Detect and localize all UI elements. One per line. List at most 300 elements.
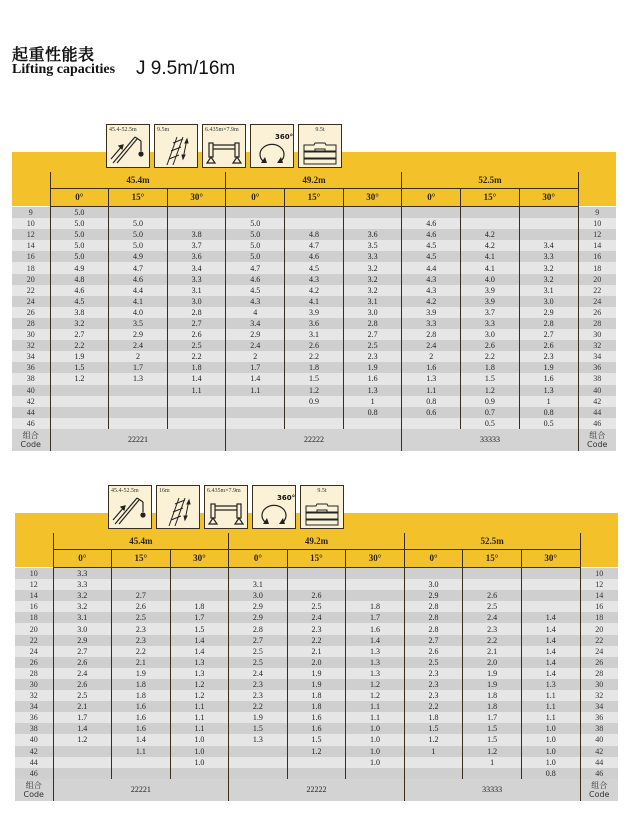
capacity-cell: 4.2 bbox=[285, 285, 344, 296]
capacity-cell: 1.8 bbox=[346, 601, 405, 612]
radius-label: 30 bbox=[580, 679, 618, 690]
boom-angle-header: 15° bbox=[109, 189, 168, 207]
capacity-cell: 3.6 bbox=[167, 251, 226, 262]
capacity-cell: 3.9 bbox=[402, 307, 461, 318]
radius-label: 38 bbox=[578, 373, 616, 384]
capacity-cell: 5.0 bbox=[50, 218, 109, 229]
capacity-cell: 5.0 bbox=[50, 229, 109, 240]
capacity-cell: 2.7 bbox=[53, 646, 112, 657]
radius-label: 28 bbox=[578, 318, 616, 329]
radius-label: 12 bbox=[580, 579, 618, 590]
capacity-cell: 2.3 bbox=[229, 690, 288, 701]
capacity-cell: 1.0 bbox=[170, 734, 229, 745]
capacity-cell: 2.9 bbox=[229, 612, 288, 623]
capacity-cell: 3.2 bbox=[519, 274, 578, 285]
capacity-cell bbox=[170, 568, 229, 580]
capacity-cell: 4.5 bbox=[50, 296, 109, 307]
capacity-cell bbox=[226, 418, 285, 429]
capacity-cell: 1.2 bbox=[170, 679, 229, 690]
boom-angle-header: 0° bbox=[50, 189, 109, 207]
capacity-cell: 3.3 bbox=[519, 251, 578, 262]
capacity-cell bbox=[343, 207, 402, 219]
capacity-cell: 1.0 bbox=[346, 746, 405, 757]
boom-angle-header: 0° bbox=[226, 189, 285, 207]
radius-label: 10 bbox=[12, 218, 50, 229]
capacity-cell bbox=[343, 418, 402, 429]
radius-label: 38 bbox=[12, 373, 50, 384]
table-row bbox=[12, 396, 616, 407]
capacity-cell: 4.5 bbox=[285, 262, 344, 273]
radius-label: 24 bbox=[15, 646, 53, 657]
boom-length-header: 49.2m bbox=[229, 533, 405, 550]
capacity-cell: 2 bbox=[109, 351, 168, 362]
capacity-cell: 1.8 bbox=[287, 701, 346, 712]
capacity-cell: 1.9 bbox=[112, 668, 171, 679]
capacity-cell: 5.0 bbox=[109, 240, 168, 251]
capacity-cell: 1.4 bbox=[53, 723, 112, 734]
capacity-cell: 4.7 bbox=[226, 262, 285, 273]
capacity-cell: 1.9 bbox=[287, 679, 346, 690]
radius-label: 38 bbox=[580, 723, 618, 734]
capacity-cell: 4.3 bbox=[226, 296, 285, 307]
table-row bbox=[12, 240, 616, 251]
table-row bbox=[12, 340, 616, 351]
capacity-cell: 1.3 bbox=[346, 657, 405, 668]
radius-label: 12 bbox=[15, 579, 53, 590]
capacity-cell: 1.0 bbox=[170, 746, 229, 757]
capacity-cell bbox=[287, 768, 346, 779]
capacity-cell: 1.1 bbox=[346, 712, 405, 723]
lifting-capacity-table bbox=[12, 172, 616, 451]
capacity-cell bbox=[346, 590, 405, 601]
capacity-cell: 2.9 bbox=[404, 590, 463, 601]
capacity-cell: 0.8 bbox=[343, 407, 402, 418]
capacity-cell: 2.8 bbox=[343, 318, 402, 329]
capacity-cell: 4.1 bbox=[109, 296, 168, 307]
capacity-cell: 1.5 bbox=[229, 723, 288, 734]
capacity-cell: 2.4 bbox=[53, 668, 112, 679]
capacity-cell: 2.4 bbox=[287, 612, 346, 623]
capacity-cell bbox=[53, 746, 112, 757]
capacity-cell: 4.7 bbox=[109, 262, 168, 273]
boom-length-header: 52.5m bbox=[404, 533, 580, 550]
capacity-cell: 3.9 bbox=[461, 285, 520, 296]
table-row bbox=[15, 757, 618, 768]
capacity-cell: 2.3 bbox=[112, 635, 171, 646]
capacity-cell: 1.3 bbox=[170, 657, 229, 668]
capacity-cell: 1.4 bbox=[346, 635, 405, 646]
capacity-cell: 1.4 bbox=[521, 657, 580, 668]
radius-label: 9 bbox=[578, 207, 616, 219]
capacity-cell bbox=[170, 590, 229, 601]
table-row bbox=[15, 612, 618, 623]
capacity-cell: 1.4 bbox=[226, 373, 285, 384]
capacity-cell: 2.1 bbox=[463, 646, 522, 657]
capacity-cell bbox=[167, 207, 226, 219]
capacity-cell: 2.3 bbox=[343, 351, 402, 362]
capacity-cell bbox=[463, 579, 522, 590]
capacity-cell: 4.5 bbox=[226, 285, 285, 296]
radius-label: 42 bbox=[15, 746, 53, 757]
capacity-cell: 1 bbox=[404, 746, 463, 757]
capacity-cell: 4.9 bbox=[109, 251, 168, 262]
boom-angle-header: 30° bbox=[519, 189, 578, 207]
capacity-cell: 1.5 bbox=[404, 723, 463, 734]
radius-label: 14 bbox=[578, 240, 616, 251]
capacity-cell: 1 bbox=[519, 396, 578, 407]
table-row bbox=[12, 351, 616, 362]
capacity-cell: 3.1 bbox=[53, 612, 112, 623]
radius-label: 26 bbox=[580, 657, 618, 668]
capacity-cell bbox=[53, 768, 112, 779]
capacity-cell: 2.6 bbox=[461, 340, 520, 351]
capacity-cell: 1.7 bbox=[346, 612, 405, 623]
capacity-cell: 2.3 bbox=[229, 679, 288, 690]
radius-label: 32 bbox=[580, 690, 618, 701]
capacity-cell: 3.3 bbox=[53, 568, 112, 580]
capacity-cell: 2.9 bbox=[519, 307, 578, 318]
capacity-cell: 0.8 bbox=[402, 396, 461, 407]
table-row bbox=[15, 768, 618, 779]
counterweight-icon bbox=[300, 485, 344, 529]
radius-label: 20 bbox=[15, 623, 53, 634]
table-row bbox=[12, 318, 616, 329]
boom-angle-header: 15° bbox=[463, 550, 522, 568]
radius-label: 36 bbox=[15, 712, 53, 723]
capacity-cell: 1.2 bbox=[285, 385, 344, 396]
capacity-cell bbox=[167, 396, 226, 407]
capacity-cell: 4.1 bbox=[461, 251, 520, 262]
capacity-cell: 4.0 bbox=[109, 307, 168, 318]
capacity-cell: 5.0 bbox=[50, 240, 109, 251]
radius-label: 42 bbox=[580, 746, 618, 757]
capacity-cell: 3.9 bbox=[285, 307, 344, 318]
table-row bbox=[15, 657, 618, 668]
svg-text:360°: 360° bbox=[277, 494, 295, 502]
boom-length-header: 52.5m bbox=[402, 172, 578, 189]
table-row bbox=[15, 690, 618, 701]
radius-label: 38 bbox=[15, 723, 53, 734]
capacity-cell: 1.3 bbox=[109, 373, 168, 384]
capacity-cell: 1.1 bbox=[521, 712, 580, 723]
capacity-cell: 2.3 bbox=[287, 623, 346, 634]
radius-label: 40 bbox=[578, 385, 616, 396]
capacity-cell: 1.3 bbox=[519, 385, 578, 396]
capacity-cell: 1.2 bbox=[287, 746, 346, 757]
capacity-cell: 2.5 bbox=[229, 646, 288, 657]
capacity-cell: 3.4 bbox=[519, 240, 578, 251]
capacity-cell: 3.2 bbox=[343, 274, 402, 285]
table-row bbox=[12, 418, 616, 429]
capacity-cell: 4.0 bbox=[461, 274, 520, 285]
table-row bbox=[12, 251, 616, 262]
capacity-cell bbox=[404, 768, 463, 779]
capacity-cell: 2.2 bbox=[229, 701, 288, 712]
capacity-cell: 2.5 bbox=[167, 340, 226, 351]
capacity-cell bbox=[109, 207, 168, 219]
capacity-cell bbox=[461, 218, 520, 229]
table-row bbox=[15, 568, 618, 580]
icon-label: 9.5t bbox=[315, 127, 325, 133]
capacity-cell: 1.1 bbox=[521, 690, 580, 701]
capacity-cell: 4.3 bbox=[285, 274, 344, 285]
radius-label: 10 bbox=[15, 568, 53, 580]
capacity-cell: 2.8 bbox=[402, 329, 461, 340]
radius-label: 40 bbox=[15, 734, 53, 745]
capacity-cell: 2.8 bbox=[229, 623, 288, 634]
radius-label: 22 bbox=[578, 285, 616, 296]
capacity-cell: 1.7 bbox=[53, 712, 112, 723]
capacity-cell: 1.4 bbox=[521, 668, 580, 679]
capacity-cell: 2 bbox=[402, 351, 461, 362]
radius-label: 20 bbox=[580, 623, 618, 634]
capacity-cell bbox=[402, 207, 461, 219]
capacity-cell bbox=[112, 568, 171, 580]
capacity-cell: 5.0 bbox=[226, 229, 285, 240]
capacity-cell: 2.4 bbox=[463, 612, 522, 623]
capacity-cell: 0.8 bbox=[519, 407, 578, 418]
table-row bbox=[15, 679, 618, 690]
capacity-cell bbox=[170, 768, 229, 779]
capacity-cell: 1.8 bbox=[112, 679, 171, 690]
capacity-cell: 1.3 bbox=[343, 385, 402, 396]
capacity-cell: 1.9 bbox=[50, 351, 109, 362]
capacity-cell: 2.8 bbox=[404, 612, 463, 623]
capacity-cell: 2.5 bbox=[112, 612, 171, 623]
capacity-cell bbox=[229, 757, 288, 768]
capacity-cell: 1.5 bbox=[50, 362, 109, 373]
capacity-cell: 4.6 bbox=[285, 251, 344, 262]
capacity-cell: 2.7 bbox=[112, 590, 171, 601]
capacity-cell bbox=[519, 229, 578, 240]
radius-label: 32 bbox=[12, 340, 50, 351]
capacity-cell: 1.2 bbox=[463, 746, 522, 757]
capacity-cell: 1.8 bbox=[285, 362, 344, 373]
capacity-cell: 4.8 bbox=[285, 229, 344, 240]
capacity-cell bbox=[226, 207, 285, 219]
capacity-cell: 2.8 bbox=[167, 307, 226, 318]
capacity-cell: 1.0 bbox=[521, 757, 580, 768]
capacity-cell: 1.6 bbox=[287, 712, 346, 723]
capacity-cell: 2.5 bbox=[343, 340, 402, 351]
icon-label: 16m bbox=[159, 488, 170, 494]
table-row bbox=[12, 373, 616, 384]
capacity-cell: 5.0 bbox=[109, 229, 168, 240]
capacity-cell: 2.9 bbox=[53, 635, 112, 646]
radius-label: 16 bbox=[15, 601, 53, 612]
capacity-cell: 0.5 bbox=[461, 418, 520, 429]
capacity-cell: 2.6 bbox=[519, 340, 578, 351]
capacity-cell: 2.4 bbox=[226, 340, 285, 351]
capacity-cell: 1.8 bbox=[287, 690, 346, 701]
capacity-cell: 2.8 bbox=[404, 601, 463, 612]
capacity-cell bbox=[229, 768, 288, 779]
icon-label: 6.435m×7.9m bbox=[207, 488, 241, 494]
capacity-cell: 2.6 bbox=[404, 646, 463, 657]
capacity-cell: 2.6 bbox=[112, 601, 171, 612]
capacity-cell: 5.0 bbox=[109, 218, 168, 229]
capacity-cell bbox=[285, 407, 344, 418]
capacity-cell: 3.2 bbox=[343, 285, 402, 296]
capacity-cell bbox=[167, 407, 226, 418]
radius-label: 34 bbox=[578, 351, 616, 362]
capacity-cell: 2.3 bbox=[404, 679, 463, 690]
capacity-cell: 2.3 bbox=[404, 668, 463, 679]
capacity-cell: 2.6 bbox=[287, 590, 346, 601]
boom-angle-header: 30° bbox=[167, 189, 226, 207]
capacity-cell: 4.6 bbox=[226, 274, 285, 285]
capacity-cell: 3.0 bbox=[167, 296, 226, 307]
capacity-cell: 1.5 bbox=[463, 723, 522, 734]
capacity-cell: 1.8 bbox=[463, 701, 522, 712]
radius-label: 44 bbox=[580, 757, 618, 768]
boom-angle-header: 30° bbox=[343, 189, 402, 207]
capacity-cell: 1.2 bbox=[346, 679, 405, 690]
page-title-cn: 起重性能表 bbox=[12, 45, 95, 64]
radius-label: 20 bbox=[12, 274, 50, 285]
capacity-cell: 3.7 bbox=[167, 240, 226, 251]
capacity-cell: 3.0 bbox=[53, 623, 112, 634]
capacity-cell: 1.6 bbox=[287, 723, 346, 734]
radius-label: 30 bbox=[578, 329, 616, 340]
slewing-360-icon bbox=[250, 124, 294, 168]
capacity-cell bbox=[285, 218, 344, 229]
capacity-cell: 1.5 bbox=[170, 623, 229, 634]
capacity-cell: 1.7 bbox=[463, 712, 522, 723]
radius-label: 46 bbox=[578, 418, 616, 429]
radius-label: 14 bbox=[15, 590, 53, 601]
capacity-cell: 1.8 bbox=[463, 690, 522, 701]
capacity-cell bbox=[521, 601, 580, 612]
capacity-cell: 2.8 bbox=[519, 318, 578, 329]
table-row bbox=[12, 385, 616, 396]
table-row bbox=[15, 590, 618, 601]
table-row bbox=[12, 362, 616, 373]
capacity-cell bbox=[461, 207, 520, 219]
capacity-cell: 2.9 bbox=[226, 329, 285, 340]
radius-label: 24 bbox=[580, 646, 618, 657]
capacity-cell: 1.4 bbox=[112, 734, 171, 745]
code-row bbox=[12, 429, 616, 451]
capacity-cell: 3.0 bbox=[461, 329, 520, 340]
capacity-cell: 1.2 bbox=[170, 690, 229, 701]
capacity-cell: 2.2 bbox=[404, 701, 463, 712]
table-row bbox=[12, 218, 616, 229]
radius-label: 26 bbox=[15, 657, 53, 668]
radius-label: 36 bbox=[12, 362, 50, 373]
condition-icons bbox=[108, 485, 344, 529]
capacity-cell: 3.3 bbox=[402, 318, 461, 329]
capacity-cell: 2.2 bbox=[167, 351, 226, 362]
capacity-cell: 2.6 bbox=[285, 340, 344, 351]
capacity-cell: 1.4 bbox=[167, 373, 226, 384]
capacity-cell: 1.2 bbox=[461, 385, 520, 396]
capacity-cell: 4 bbox=[226, 307, 285, 318]
radius-label: 46 bbox=[12, 418, 50, 429]
capacity-cell: 1.4 bbox=[521, 646, 580, 657]
capacity-cell: 4.3 bbox=[402, 274, 461, 285]
capacity-cell: 1.9 bbox=[463, 679, 522, 690]
boom-angle-header: 15° bbox=[285, 189, 344, 207]
capacity-cell: 2.4 bbox=[109, 340, 168, 351]
capacity-cell bbox=[287, 579, 346, 590]
radius-label: 18 bbox=[12, 262, 50, 273]
table-row bbox=[12, 296, 616, 307]
capacity-cell: 2.7 bbox=[229, 635, 288, 646]
table-row bbox=[15, 712, 618, 723]
model-label: J 9.5m/16m bbox=[136, 58, 236, 79]
capacity-cell: 4.6 bbox=[402, 229, 461, 240]
capacity-cell: 3.5 bbox=[343, 240, 402, 251]
radius-label: 44 bbox=[12, 407, 50, 418]
radius-label: 28 bbox=[15, 668, 53, 679]
table-row bbox=[15, 623, 618, 634]
capacity-cell: 2.5 bbox=[229, 657, 288, 668]
capacity-cell: 2.8 bbox=[404, 623, 463, 634]
code-label-cn: 组合 bbox=[22, 430, 39, 440]
capacity-cell: 4.6 bbox=[50, 285, 109, 296]
capacity-cell: 3.2 bbox=[53, 590, 112, 601]
code-label-cn: 组合 bbox=[25, 780, 42, 790]
capacity-cell bbox=[167, 418, 226, 429]
capacity-cell: 5.0 bbox=[226, 218, 285, 229]
combination-code: 33333 bbox=[402, 429, 578, 451]
slewing-360-icon bbox=[252, 485, 296, 529]
capacity-cell: 1.4 bbox=[521, 623, 580, 634]
capacity-cell: 1.0 bbox=[346, 734, 405, 745]
capacity-cell: 3.8 bbox=[167, 229, 226, 240]
boom-angle-header: 30° bbox=[521, 550, 580, 568]
radius-label: 46 bbox=[580, 768, 618, 779]
capacity-cell: 1.6 bbox=[519, 373, 578, 384]
radius-label: 22 bbox=[580, 635, 618, 646]
capacity-cell: 1.3 bbox=[521, 679, 580, 690]
radius-label: 14 bbox=[580, 590, 618, 601]
capacity-cell: 3.0 bbox=[404, 579, 463, 590]
capacity-cell: 1.0 bbox=[521, 746, 580, 757]
capacity-cell bbox=[287, 757, 346, 768]
combination-code: 22221 bbox=[53, 779, 229, 801]
capacity-cell: 1.7 bbox=[226, 362, 285, 373]
capacity-cell: 2.4 bbox=[229, 668, 288, 679]
table-row bbox=[15, 734, 618, 745]
radius-label: 12 bbox=[578, 229, 616, 240]
radius-label: 9 bbox=[12, 207, 50, 219]
capacity-cell: 2.2 bbox=[285, 351, 344, 362]
capacity-cell bbox=[229, 568, 288, 580]
capacity-cell: 1.8 bbox=[404, 712, 463, 723]
radius-label: 34 bbox=[15, 701, 53, 712]
radius-label: 30 bbox=[15, 679, 53, 690]
capacity-cell: 1.3 bbox=[346, 668, 405, 679]
radius-label: 30 bbox=[12, 329, 50, 340]
radius-label: 44 bbox=[578, 407, 616, 418]
capacity-cell: 4.2 bbox=[461, 229, 520, 240]
code-label-cn: 组合 bbox=[589, 430, 606, 440]
table-row bbox=[15, 579, 618, 590]
main-boom-length-icon bbox=[106, 124, 150, 168]
capacity-cell: 2.2 bbox=[463, 635, 522, 646]
capacity-cell bbox=[167, 218, 226, 229]
capacity-cell: 2.0 bbox=[463, 657, 522, 668]
capacity-cell: 2.1 bbox=[53, 701, 112, 712]
code-row bbox=[15, 779, 618, 801]
capacity-cell: 3.1 bbox=[343, 296, 402, 307]
table-row bbox=[12, 285, 616, 296]
boom-length-header: 49.2m bbox=[226, 172, 402, 189]
capacity-cell bbox=[109, 385, 168, 396]
capacity-cell: 3.1 bbox=[167, 285, 226, 296]
